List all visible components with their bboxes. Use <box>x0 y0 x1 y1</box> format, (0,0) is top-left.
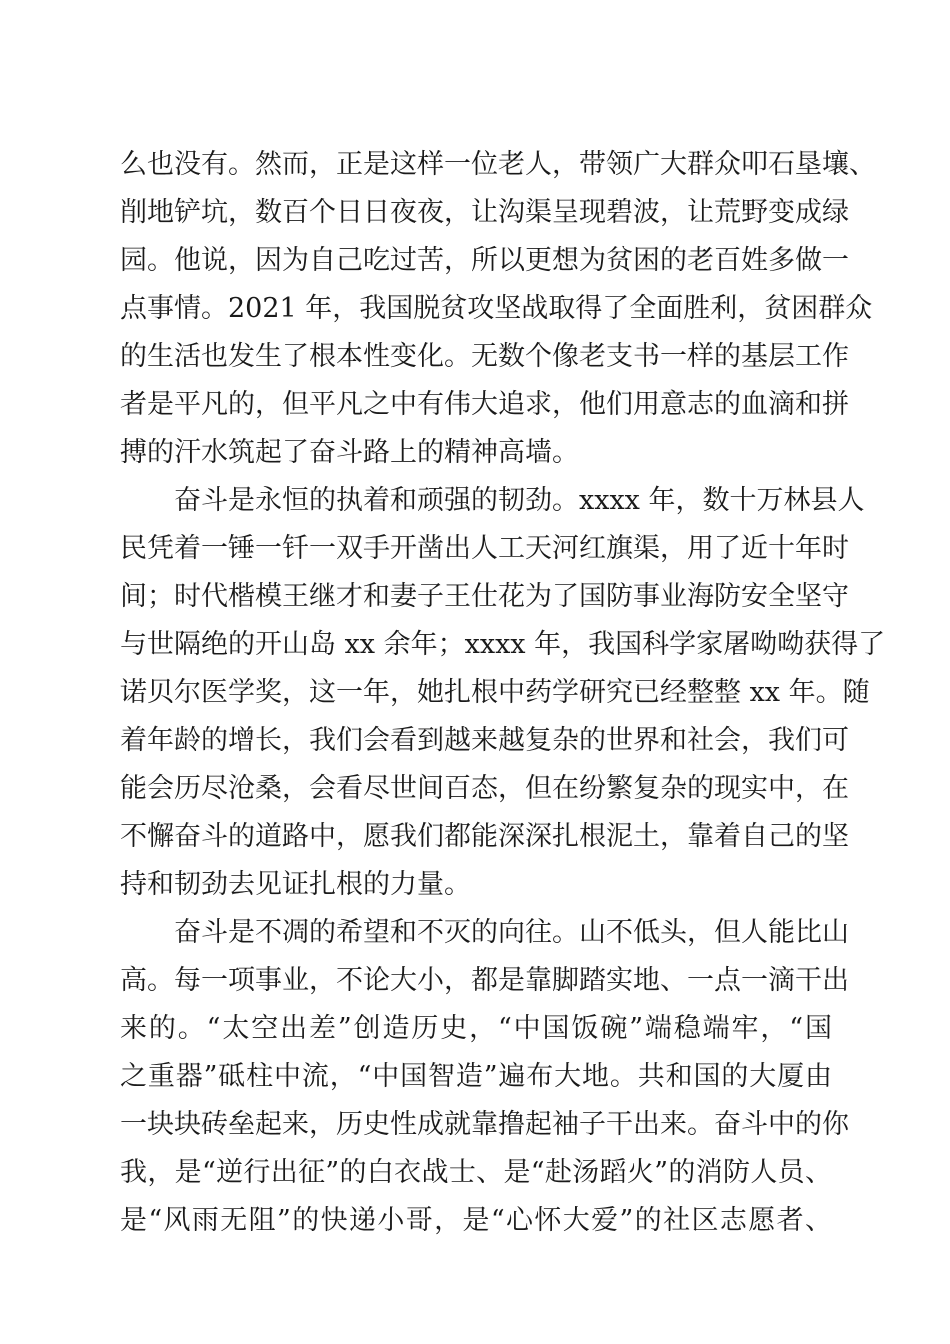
paragraph3-line-4: 之重器”砥柱中流，“中国智造”遍布大地。共和国的大厦由 <box>120 1061 832 1092</box>
paragraph1-line-5: 的生活也发生了根本性变化。无数个像老支书一样的基层工作 <box>120 341 849 372</box>
paragraph1-line-6: 者是平凡的，但平凡之中有伟大追求，他们用意志的血滴和拼 <box>120 389 849 420</box>
paragraph2-line-4: 与世隔绝的开山岛 xx 余年；xxxx 年，我国科学家屠呦呦获得了 <box>120 629 886 660</box>
paragraph3-line-1: 奋斗是不凋的希望和不灭的向往。山不低头，但人能比山 <box>174 917 849 948</box>
paragraph1-line-4: 点事情。2021 年，我国脱贫攻坚战取得了全面胜利，贫困群众 <box>120 293 873 324</box>
paragraph1-line-2: 削地铲坑，数百个日日夜夜，让沟渠呈现碧波，让荒野变成绿 <box>120 197 849 228</box>
paragraph2-line-7: 能会历尽沧桑，会看尽世间百态，但在纷繁复杂的现实中，在 <box>120 773 849 804</box>
paragraph2-line-1: 奋斗是永恒的执着和顽强的韧劲。xxxx 年，数十万林县人 <box>174 485 865 516</box>
paragraph2-line-9: 持和韧劲去见证扎根的力量。 <box>120 869 471 900</box>
paragraph3-line-6: 我，是“逆行出征”的白衣战士、是“赴汤蹈火”的消防人员、 <box>120 1157 832 1188</box>
paragraph3-line-7: 是“风雨无阻”的快递小哥，是“心怀大爱”的社区志愿者、 <box>120 1205 832 1236</box>
paragraph2-line-2: 民凭着一锤一钎一双手开凿出人工天河红旗渠，用了近十年时 <box>120 533 849 564</box>
paragraph2-line-8: 不懈奋斗的道路中，愿我们都能深深扎根泥土，靠着自己的坚 <box>120 821 849 852</box>
paragraph2-line-5: 诺贝尔医学奖，这一年，她扎根中药学研究已经整整 xx 年。随 <box>120 677 870 708</box>
paragraph2-line-3: 间；时代楷模王继才和妻子王仕花为了国防事业海防安全坚守 <box>120 581 849 612</box>
paragraph1-line-1: 么也没有。然而，正是这样一位老人，带领广大群众叩石垦壤、 <box>120 149 876 180</box>
paragraph1-line-3: 园。他说，因为自己吃过苦，所以更想为贫困的老百姓多做一 <box>120 245 849 276</box>
paragraph3-line-3: 来的。“太空出差”创造历史，“中国饭碗”端稳端牢，“国 <box>120 1013 832 1044</box>
paragraph3-line-2: 高。每一项事业，不论大小，都是靠脚踏实地、一点一滴干出 <box>120 965 849 996</box>
paragraph1-line-7: 搏的汗水筑起了奋斗路上的精神高墙。 <box>120 437 579 468</box>
paragraph2-line-6: 着年龄的增长，我们会看到越来越复杂的世界和社会，我们可 <box>120 725 849 756</box>
paragraph3-line-5: 一块块砖垒起来，历史性成就靠撸起袖子干出来。奋斗中的你 <box>120 1109 849 1140</box>
